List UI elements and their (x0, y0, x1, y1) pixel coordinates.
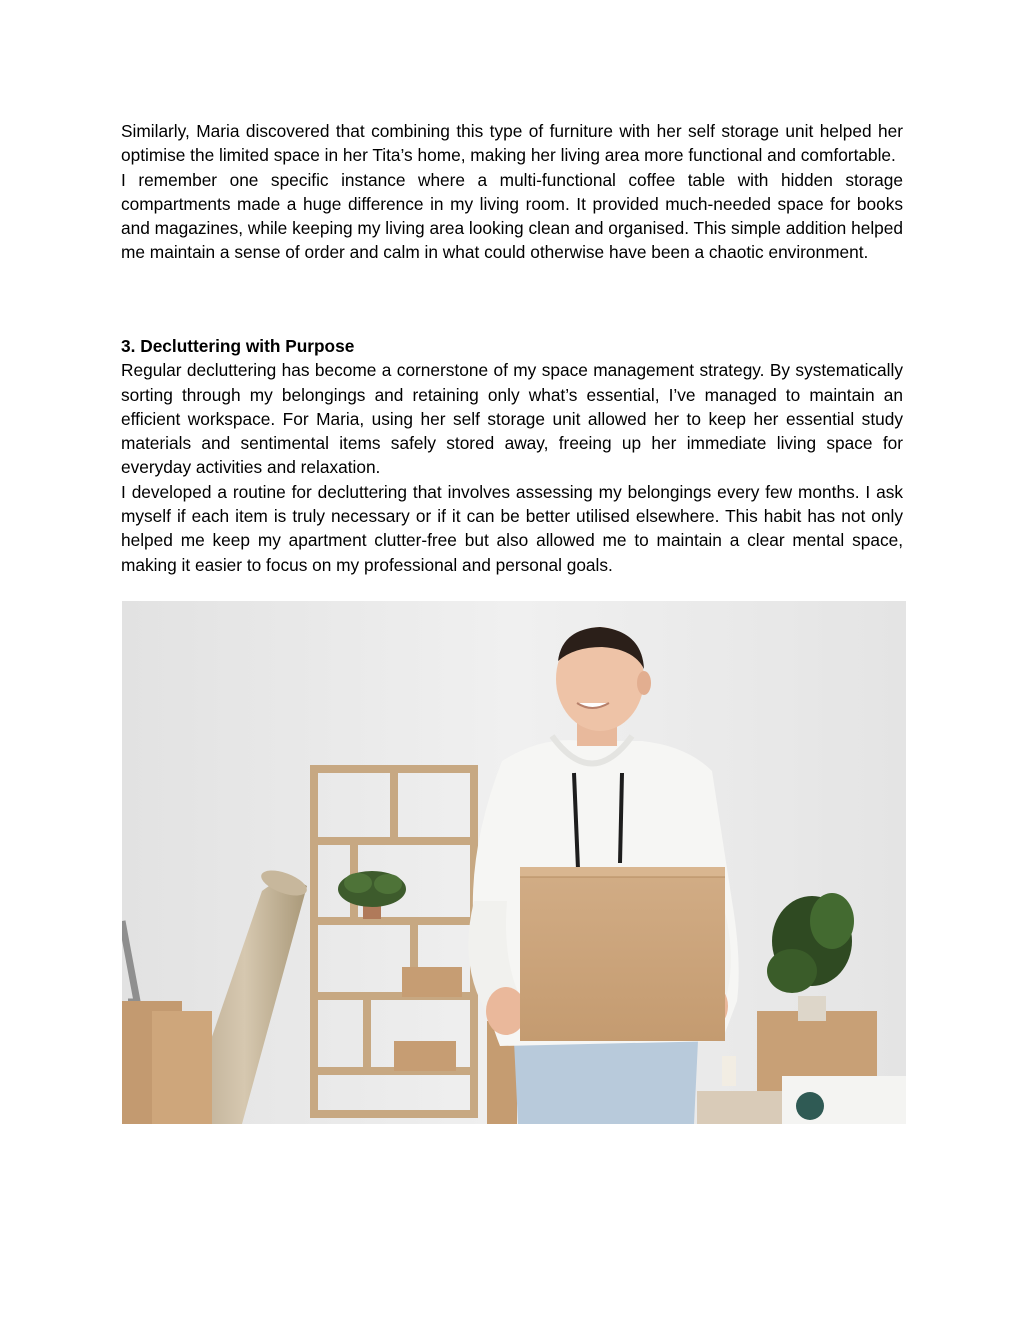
section-heading: 3. Decluttering with Purpose (121, 336, 355, 356)
paragraph-maria-furniture: Similarly, Maria discovered that combining this type of furniture with her self storage unit helped her optimise the limited space in her Tita’s home, making her living area more functional and comfortable. (121, 121, 903, 166)
photo-man-holding-box (122, 601, 906, 1124)
shelf-box-lower (394, 1041, 456, 1071)
paragraph-coffee-table: I remember one specific instance where a multi-functional coffee table with hidden storage compartments made a huge difference in my living room. It provided much-needed space for books and magazines, while keeping my living area looking clean and organised. This simple addition helped me maintain a sense of order and calm in what could otherwise have been a chaotic environment. (121, 169, 903, 263)
shelf-box-upper (402, 967, 462, 997)
cardboard-box (520, 867, 725, 1041)
decor-ball (796, 1092, 824, 1120)
paragraph-decluttering-routine: I developed a routine for decluttering that involves assessing my belongings every few months. I ask myself if each item is truly necessary or if it can be better utilised elsewhere. This habit has not only helped me keep my apartment clutter-free but also allowed me to maintain a clear mental space, making it easier to focus on my professional and personal goals. (121, 481, 903, 575)
photo-illustration (122, 601, 906, 1124)
intro-text (121, 119, 903, 265)
left-floor-box-front (152, 1011, 212, 1124)
section-decluttering (121, 334, 903, 577)
paragraph-regular-decluttering: Regular decluttering has become a cornerstone of my space management strategy. By systematically sorting through my belongings and retaining only what’s essential, I’ve managed to maintain an efficient workspace. For Maria, using her self storage unit allowed her to keep her essential study materials and sentimental items safely stored away, freeing up her immediate living space for everyday activities and relaxation. (121, 360, 903, 478)
candle (722, 1056, 736, 1086)
